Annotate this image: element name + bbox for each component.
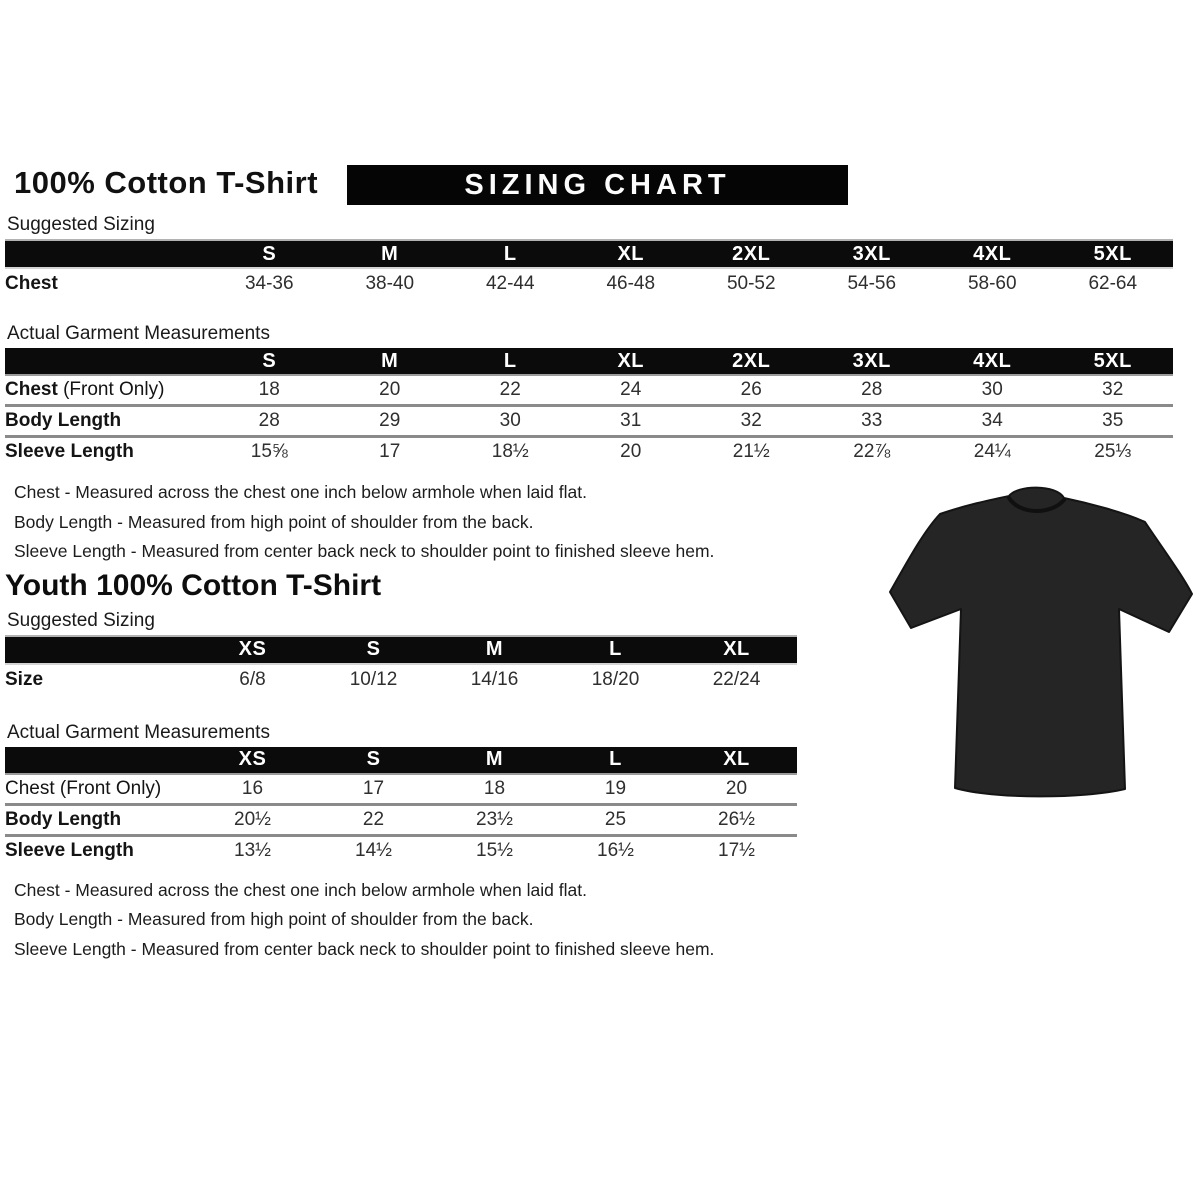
size-value: 13½ [192, 835, 313, 865]
size-value: 22⅞ [812, 437, 933, 467]
size-value: 29 [330, 406, 451, 437]
row-label: Body Length [5, 406, 209, 437]
row-label: Sleeve Length [5, 835, 192, 865]
size-value: 18 [258, 379, 280, 400]
size-column-header: XL [676, 636, 797, 664]
size-value: 31 [571, 406, 692, 437]
note-chest: Chest - Measured across the chest one inch below armhole when laid flat. [14, 482, 587, 502]
size-value: 38-40 [365, 273, 415, 294]
corner-cell [5, 747, 192, 774]
corner-cell [5, 636, 192, 664]
size-value: 58-60 [967, 273, 1017, 294]
size-column-header: 4XL [932, 348, 1053, 375]
size-column-header: 4XL [932, 240, 1053, 268]
size-column-header: XS [192, 747, 313, 774]
size-column-header: XL [676, 747, 797, 774]
note-body-length: Body Length - Measured from high point of shoulder from the back. [14, 511, 534, 532]
size-value: 14½ [313, 835, 434, 865]
youth-suggested-label: Suggested Sizing [7, 609, 155, 631]
youth-title: Youth 100% Cotton T-Shirt [5, 568, 382, 602]
size-value: 50-52 [726, 273, 776, 294]
sizing-chart-banner: SIZING CHART [347, 165, 848, 205]
table-row [5, 664, 797, 695]
note-body-length: Body Length - Measured from high point of shoulder from the back. [14, 909, 534, 929]
size-column-header: XL [571, 348, 692, 375]
size-value: 15½ [434, 835, 555, 865]
size-value: 17 [330, 437, 451, 467]
size-value: 6/8 [239, 668, 266, 690]
table-row [5, 774, 797, 805]
size-value: 30 [450, 406, 571, 437]
size-column-header: M [434, 636, 555, 664]
size-column-header: M [434, 747, 555, 774]
note-chest: Chest - Measured across the chest one inch below armhole when laid flat. [14, 879, 587, 900]
size-value: 33 [812, 406, 933, 437]
size-value: 18/20 [591, 668, 640, 690]
table-header-row [5, 747, 797, 774]
size-value: 26½ [676, 804, 797, 835]
size-column-header: L [450, 240, 571, 268]
size-value: 25⅓ [1053, 437, 1174, 467]
size-value: 18½ [450, 437, 571, 467]
size-column-header: 5XL [1053, 240, 1174, 268]
size-value: 17½ [676, 835, 797, 865]
table-row [5, 375, 1173, 406]
size-value: 15⅝ [209, 437, 330, 467]
tshirt-image [878, 472, 1200, 812]
adult-actual-table [5, 348, 1173, 466]
adult-actual-label: Actual Garment Measurements [7, 323, 270, 344]
row-label: Sleeve Length [5, 437, 209, 467]
size-value: 19 [604, 777, 627, 799]
size-column-header: S [209, 240, 330, 268]
size-value: 46-48 [606, 273, 656, 294]
size-value: 34 [932, 406, 1053, 437]
youth-actual-table [5, 747, 797, 865]
row-label: Chest [5, 273, 58, 294]
table-row [5, 835, 797, 865]
youth-actual-label: Actual Garment Measurements [7, 721, 270, 743]
header-row [0, 163, 1200, 209]
size-value: 24 [620, 379, 642, 400]
youth-suggested-table [5, 635, 797, 695]
size-value: 24¼ [932, 437, 1053, 467]
size-value: 10/12 [349, 668, 398, 690]
size-value: 28 [209, 406, 330, 437]
size-column-header: 5XL [1053, 348, 1174, 375]
adult-suggested-label: Suggested Sizing [7, 214, 155, 235]
size-value: 20½ [192, 804, 313, 835]
size-column-header: S [313, 636, 434, 664]
table-header-row [5, 240, 1173, 268]
size-value: 34-36 [244, 273, 294, 294]
size-column-header: 2XL [691, 348, 812, 375]
table-row [5, 437, 1173, 467]
size-value: 21½ [691, 437, 812, 467]
size-value: 18 [483, 777, 506, 799]
table-row [5, 268, 1173, 299]
size-value: 54-56 [847, 273, 897, 294]
size-value: 26 [740, 379, 762, 400]
size-value: 35 [1053, 406, 1174, 437]
row-label: Chest (Front Only) [5, 777, 162, 799]
tshirt-silhouette [890, 488, 1192, 797]
size-value: 25 [555, 804, 676, 835]
size-column-header: XS [192, 636, 313, 664]
size-column-header: M [330, 240, 451, 268]
size-value: 16 [241, 777, 264, 799]
size-value: 30 [981, 379, 1003, 400]
corner-cell [5, 348, 209, 375]
size-value: 17 [362, 777, 385, 799]
size-value: 32 [1102, 379, 1124, 400]
size-column-header: 3XL [812, 240, 933, 268]
table-header-row [5, 636, 797, 664]
size-value: 16½ [555, 835, 676, 865]
table-row [5, 804, 797, 835]
size-column-header: S [209, 348, 330, 375]
size-column-header: L [555, 636, 676, 664]
size-value: 14/16 [470, 668, 519, 690]
size-value: 62-64 [1088, 273, 1138, 294]
size-value: 22 [499, 379, 521, 400]
size-value: 22 [313, 804, 434, 835]
size-column-header: XL [571, 240, 692, 268]
row-label: Body Length [5, 804, 192, 835]
size-value: 20 [379, 379, 401, 400]
size-column-header: L [450, 348, 571, 375]
corner-cell [5, 240, 209, 268]
table-header-row [5, 348, 1173, 375]
row-label: Chest (Front Only) [5, 379, 165, 400]
size-value: 32 [691, 406, 812, 437]
size-value: 28 [861, 379, 883, 400]
size-column-header: 3XL [812, 348, 933, 375]
note-sleeve-length: Sleeve Length - Measured from center back neck to shoulder point to finished sleeve hem. [14, 938, 715, 959]
table-row [5, 406, 1173, 437]
size-column-header: S [313, 747, 434, 774]
size-column-header: 2XL [691, 240, 812, 268]
tshirt-graphic [878, 472, 1200, 812]
size-value: 20 [725, 777, 748, 799]
size-value: 23½ [434, 804, 555, 835]
size-value: 42-44 [485, 273, 535, 294]
youth-measurement-notes [14, 876, 1200, 965]
page-title: 100% Cotton T-Shirt [14, 165, 319, 200]
size-column-header: M [330, 348, 451, 375]
adult-suggested-table [5, 239, 1173, 299]
row-label: Size [5, 668, 44, 690]
note-sleeve-length: Sleeve Length - Measured from center back neck to shoulder point to finished sleeve hem. [14, 541, 715, 561]
size-value: 20 [571, 437, 692, 467]
size-column-header: L [555, 747, 676, 774]
size-value: 22/24 [712, 668, 761, 690]
